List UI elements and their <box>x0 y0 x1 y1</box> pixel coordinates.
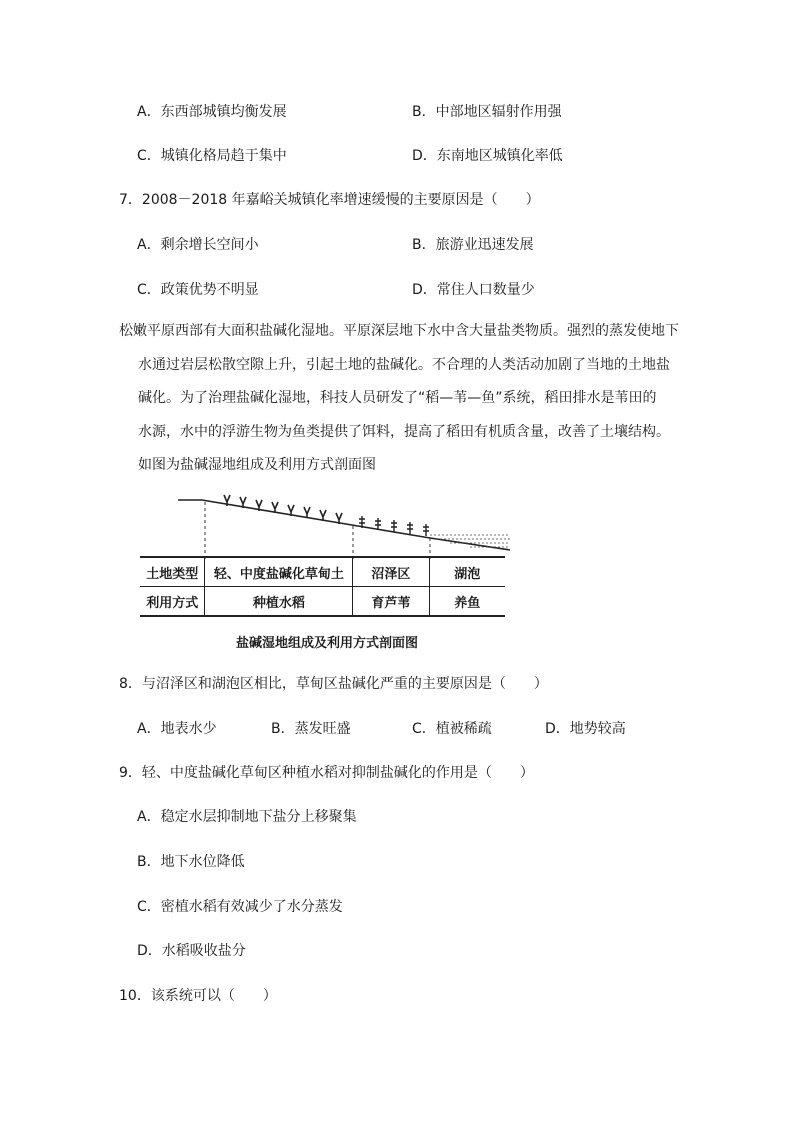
table-cell: 湖泡 <box>429 557 505 587</box>
table-cell: 育芦苇 <box>353 587 429 617</box>
table-cell: 利用方式 <box>140 587 205 617</box>
passage-line-4: 水源，水中的浮游生物为鱼类提供了饵料，提高了稻田有机质含量，改善了土壤结构。 <box>138 423 670 440</box>
q6-option-a: A．东西部城镇均衡发展 <box>137 104 287 120</box>
table-cell: 养鱼 <box>429 587 505 617</box>
q7-option-d: D．常住人口数量少 <box>412 282 535 298</box>
passage-line-5: 如图为盐碱湿地组成及利用方式剖面图 <box>138 457 376 473</box>
profile-diagram <box>140 492 520 560</box>
q10-stem: 10．该系统可以（ ） <box>119 988 277 1004</box>
passage <box>119 315 679 483</box>
q8-option-d: D．地势较高 <box>545 721 626 737</box>
q9-option-a: A．稳定水层抑制地下盐分上移聚集 <box>137 809 357 825</box>
passage-line-1: 松嫩平原西部有大面积盐碱化湿地。平原深层地下水中含大量盐类物质。强烈的蒸发使地下 <box>119 323 679 339</box>
figure-caption: 盐碱湿地组成及利用方式剖面图 <box>236 636 419 651</box>
landuse-table <box>140 556 505 617</box>
q6-option-d: D．东南地区城镇化率低 <box>412 148 563 164</box>
passage-line-2: 水通过岩层松散空隙上升，引起土地的盐碱化。不合理的人类活动加剧了当地的土地盐 <box>138 356 670 373</box>
q9-option-c: C．密植水稻有效减少了水分蒸发 <box>137 899 343 915</box>
q7-option-c: C．政策优势不明显 <box>137 282 259 298</box>
passage-line-3: 碱化。为了治理盐碱化湿地，科技人员研发了“稻—苇—鱼”系统，稻田排水是苇田的 <box>138 390 657 406</box>
table-cell: 沼泽区 <box>353 557 429 587</box>
reed-icons <box>359 516 429 536</box>
q7-stem: 7．2008－2018 年嘉峪关城镇化率增速缓慢的主要原因是（ ） <box>119 192 540 208</box>
q9-option-b: B．地下水位降低 <box>137 854 245 870</box>
q6-option-c: C．城镇化格局趋于集中 <box>137 148 287 164</box>
q8-stem: 8．与沼泽区和湖泡区相比，草甸区盐碱化严重的主要原因是（ ） <box>119 676 548 692</box>
q8-option-a: A．地表水少 <box>137 721 217 737</box>
q8-option-c: C．植被稀疏 <box>412 721 492 737</box>
table-cell: 种植水稻 <box>205 587 353 617</box>
q6-option-b: B．中部地区辐射作用强 <box>412 104 562 120</box>
q9-option-d: D．水稻吸收盐分 <box>137 943 246 959</box>
q7-option-b: B．旅游业迅速发展 <box>412 237 534 253</box>
wetland-profile-figure <box>140 492 520 657</box>
q8-option-b: B．蒸发旺盛 <box>271 721 351 737</box>
q9-stem: 9．轻、中度盐碱化草甸区种植水稻对抑制盐碱化的作用是（ ） <box>119 765 534 781</box>
table-cell: 轻、中度盐碱化草甸土 <box>205 557 353 587</box>
q7-option-a: A．剩余增长空间小 <box>137 237 259 253</box>
table-cell: 土地类型 <box>140 557 205 587</box>
